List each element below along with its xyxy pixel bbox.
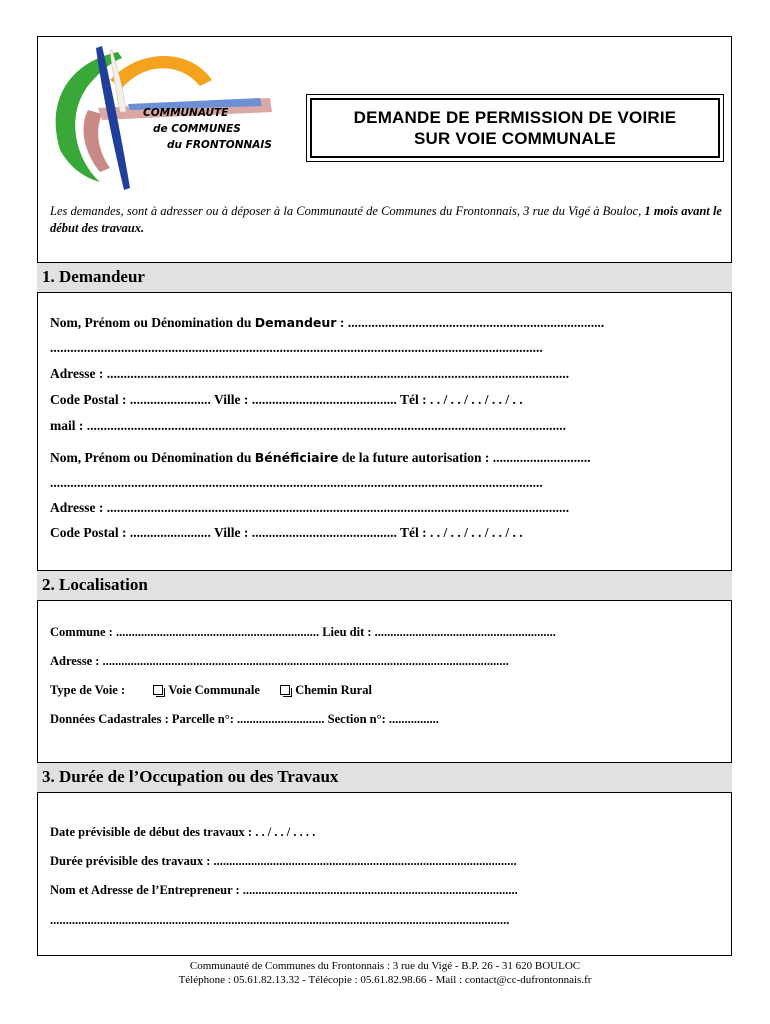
section-localisation-header bbox=[37, 570, 732, 601]
beneficiaire-emph: Bénéficiaire bbox=[254, 450, 339, 465]
chemin-rural-checkbox[interactable] bbox=[280, 685, 290, 695]
voie-communale-label: Voie Communale bbox=[168, 683, 260, 697]
type-voie-row bbox=[50, 683, 372, 698]
date-debut-field[interactable]: Date prévisible de début des travaux : . . / . . / . . . . bbox=[50, 825, 316, 839]
demandeur-name-field[interactable] bbox=[50, 315, 710, 331]
section-localisation-title: 2. Localisation bbox=[42, 575, 148, 594]
duree-field[interactable]: Durée prévisible des travaux : ................................................................................................. bbox=[50, 854, 517, 868]
localisation-address-field[interactable]: Adresse : .................................................................................................................................. bbox=[50, 654, 509, 668]
demandeur-mail-field[interactable]: mail : .............................................................................................................................................. bbox=[50, 418, 566, 433]
footer-contact: Téléphone : 05.61.82.13.32 - Télécopie : 05.61.82.98.66 - Mail : contact@cc-dufrontonnais.fr bbox=[178, 974, 592, 986]
type-voie-label: Type de Voie : bbox=[50, 683, 126, 697]
entrepreneur-continuation[interactable]: ................................................................................................................................................... bbox=[50, 913, 510, 927]
cadastre-field[interactable]: Données Cadastrales : Parcelle n°: ............................ Section n°: ................ bbox=[50, 712, 439, 726]
beneficiaire-name-continuation[interactable]: .................................................................................................................................................. bbox=[50, 475, 543, 490]
section-duree-title: 3. Durée de l’Occupation ou des Travaux bbox=[42, 767, 339, 786]
section-duree-header bbox=[37, 762, 732, 793]
entrepreneur-field[interactable]: Nom et Adresse de l’Entrepreneur : ........................................................................................ bbox=[50, 883, 518, 897]
demandeur-address-field[interactable]: Adresse : ......................................................................................................................................... bbox=[50, 366, 570, 381]
demandeur-cp-ville-tel-field[interactable]: Code Postal : ........................ Ville : ........................................... Tél : . . / . . / . . / . . / . . bbox=[50, 392, 523, 407]
title-line-1: DEMANDE DE PERMISSION DE VOIRIE bbox=[353, 108, 677, 127]
beneficiaire-name-label: Nom, Prénom ou Dénomination du bbox=[50, 450, 255, 465]
chemin-rural-label: Chemin Rural bbox=[295, 683, 372, 697]
logo-line-2: de COMMUNES bbox=[153, 123, 241, 135]
intro-main: Les demandes, sont à adresser ou à déposer à la Communauté de Communes du Frontonnais, 3 rue du Vigé à Bouloc, bbox=[50, 204, 645, 218]
title-line-2: SUR VOIE COMMUNALE bbox=[414, 129, 616, 148]
intro-text bbox=[50, 203, 722, 237]
demandeur-name-dots: : ............................................................................ bbox=[336, 315, 605, 330]
section-demandeur-header bbox=[37, 262, 732, 293]
logo bbox=[40, 40, 290, 190]
demandeur-name-label: Nom, Prénom ou Dénomination du bbox=[50, 315, 255, 330]
commune-lieudit-field[interactable]: Commune : ................................................................. Lieu dit : .......................................................... bbox=[50, 625, 556, 639]
beneficiaire-name-dots: de la future autorisation : ............................. bbox=[338, 450, 591, 465]
section-demandeur-title: 1. Demandeur bbox=[42, 267, 145, 286]
intro-deadline: 1 mois avant le début des travaux. bbox=[50, 204, 722, 235]
logo-line-1: COMMUNAUTE bbox=[143, 107, 229, 119]
beneficiaire-name-field[interactable] bbox=[50, 450, 710, 466]
voie-communale-checkbox[interactable] bbox=[153, 685, 163, 695]
logo-line-3: du FRONTONNAIS bbox=[167, 139, 272, 151]
footer-address: Communauté de Communes du Frontonnais : 3 rue du Vigé - B.P. 26 - 31 620 BOULOC bbox=[189, 960, 581, 972]
beneficiaire-cp-ville-tel-field[interactable]: Code Postal : ........................ Ville : ........................................... Tél : . . / . . / . . / . . / . . bbox=[50, 525, 523, 540]
title-box bbox=[306, 94, 724, 162]
beneficiaire-address-field[interactable]: Adresse : ......................................................................................................................................... bbox=[50, 500, 570, 515]
demandeur-emph: Demandeur bbox=[254, 315, 337, 330]
demandeur-name-continuation[interactable]: .................................................................................................................................................. bbox=[50, 340, 543, 355]
